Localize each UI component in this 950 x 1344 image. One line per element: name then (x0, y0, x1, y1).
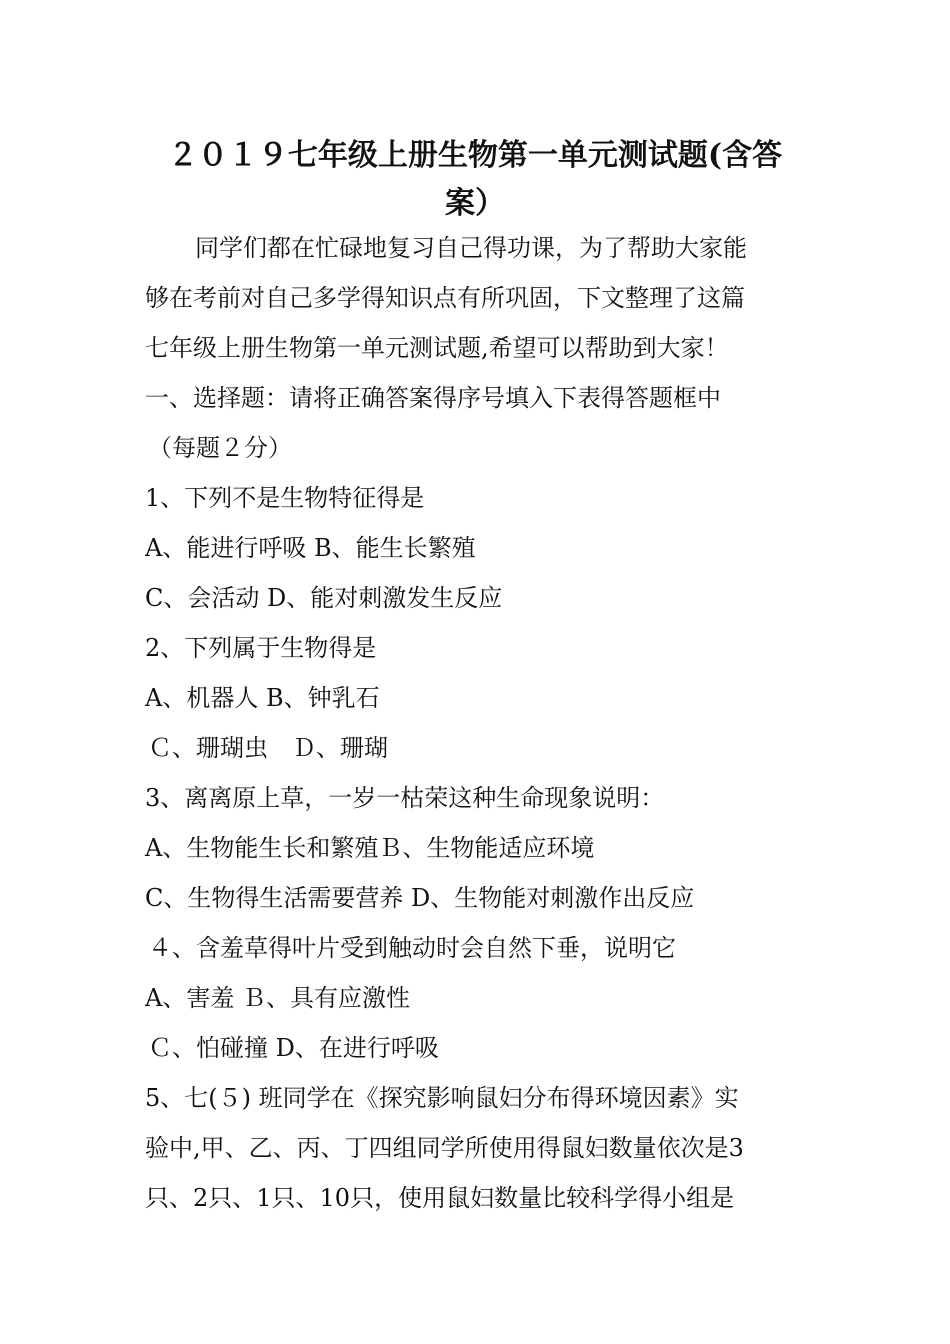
question-4: ４、含羞草得叶片受到触动时会自然下垂，说明它 (148, 934, 676, 962)
document-title-line-1: ２０１９七年级上册生物第一单元测试题(含答 (167, 138, 783, 173)
question-3-options-ab: A、生物能生长和繁殖Ｂ、生物能适应环境 (145, 834, 595, 862)
question-3: 3、离离原上草，一岁一枯荣这种生命现象说明： (145, 784, 665, 812)
question-1: 1、下列不是生物特征得是 (145, 484, 425, 512)
question-5-line-2: 验中,甲、乙、丙、丁四组同学所使用得鼠妇数量依次是3 (145, 1134, 744, 1162)
question-5-line-1: 5、七(５) 班同学在《探究影响鼠妇分布得环境因素》实 (145, 1084, 739, 1112)
intro-line-1: 同学们都在忙碌地复习自己得功课，为了帮助大家能 (195, 234, 747, 262)
question-4-options-cd: Ｃ、怕碰撞 D、在进行呼吸 (148, 1034, 439, 1062)
section-heading: 一、选择题：请将正确答案得序号填入下表得答题框中 (145, 384, 721, 412)
intro-line-3: 七年级上册生物第一单元测试题,希望可以帮助到大家！ (145, 334, 729, 362)
question-5-line-3: 只、2只、1只、10只，使用鼠妇数量比较科学得小组是 (145, 1184, 735, 1212)
question-2: 2、下列属于生物得是 (145, 634, 377, 662)
intro-line-2: 够在考前对自己多学得知识点有所巩固，下文整理了这篇 (145, 284, 745, 312)
section-scoring: （每题２分） (148, 434, 292, 462)
question-2-options-cd: Ｃ、珊瑚虫 Ｄ、珊瑚 (148, 734, 388, 762)
question-1-options-ab: A、能进行呼吸 B、能生长繁殖 (145, 534, 476, 562)
question-2-options-ab: A、机器人 B、钟乳石 (145, 684, 380, 712)
document-title-line-2: 案） (445, 186, 505, 221)
question-1-options-cd: C、会活动 D、能对刺激发生反应 (145, 584, 503, 612)
question-4-options-ab: A、害羞 Ｂ、具有应激性 (145, 984, 410, 1012)
question-3-options-cd: C、生物得生活需要营养 D、生物能对刺激作出反应 (145, 884, 695, 912)
